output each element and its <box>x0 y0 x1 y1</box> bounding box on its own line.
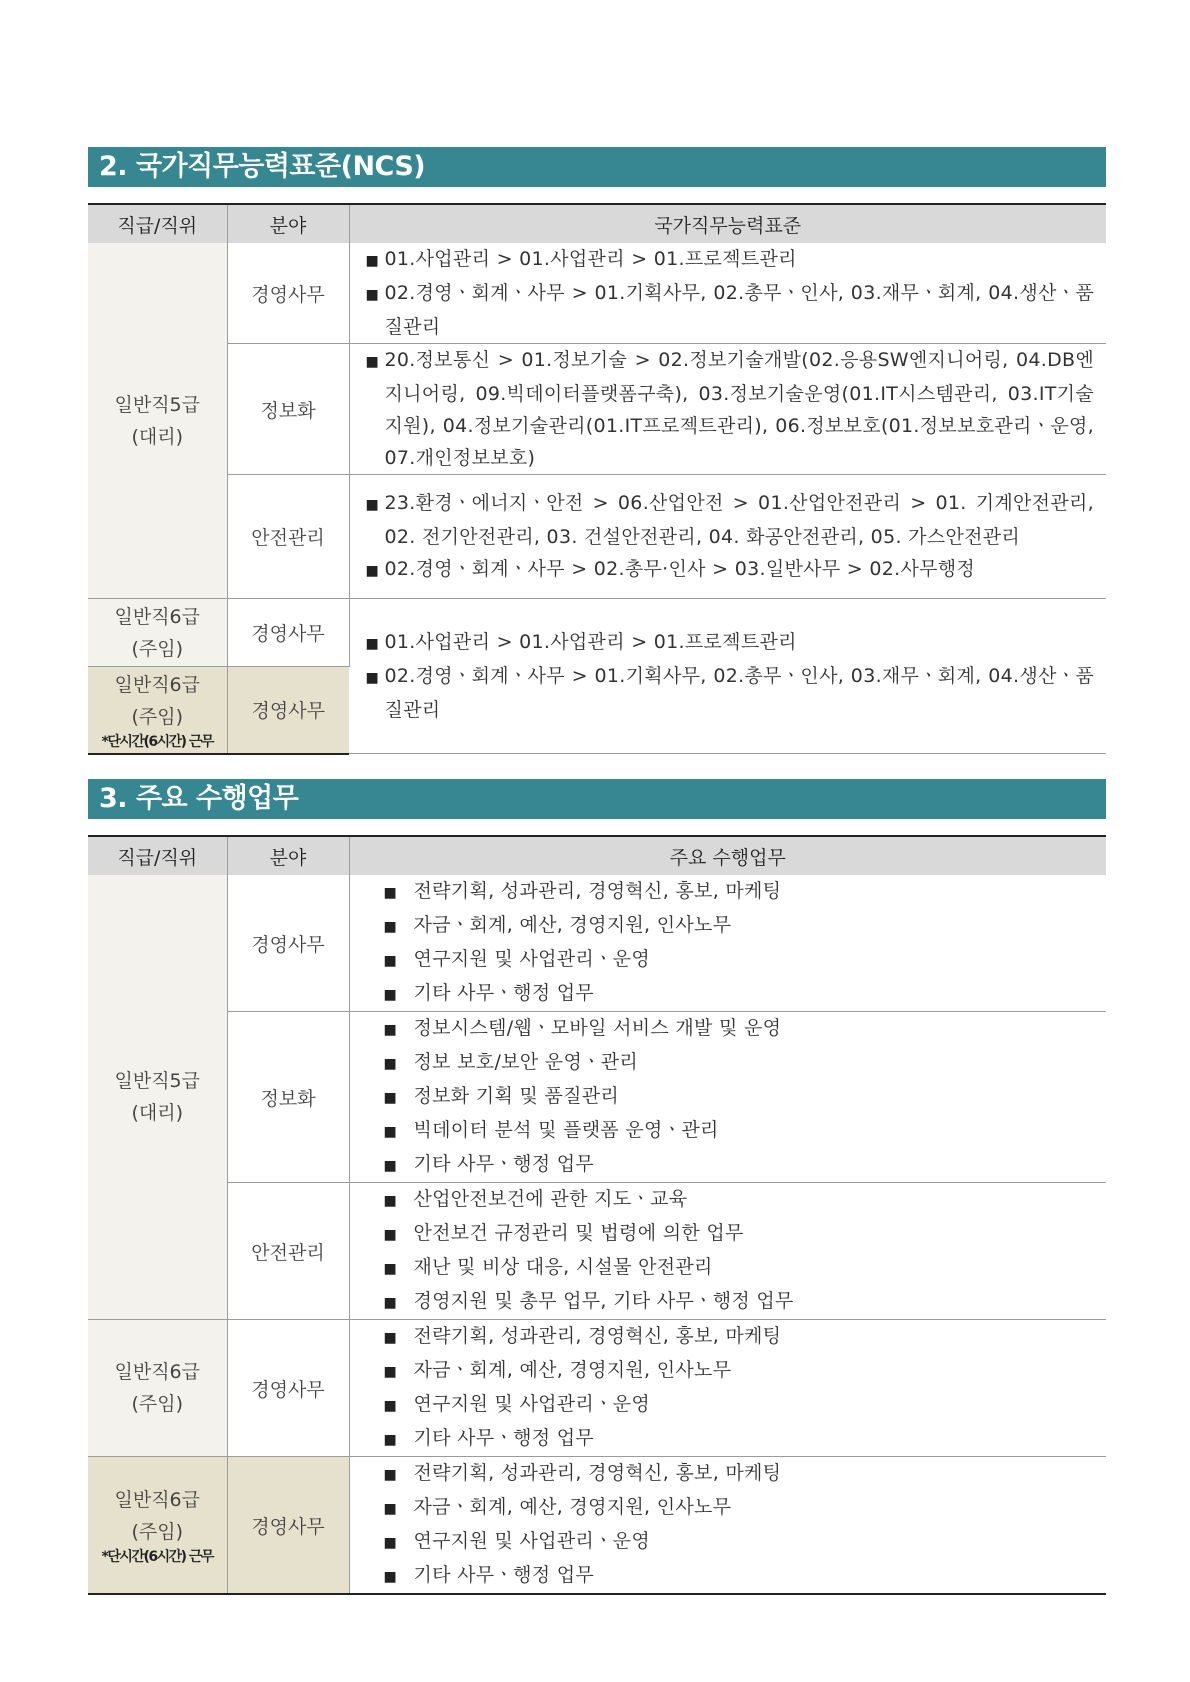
square-bullet-icon: ■ <box>365 636 380 652</box>
square-bullet-icon: ■ <box>383 1467 398 1483</box>
list-item <box>366 1114 1095 1148</box>
rank-cell-grade5 <box>88 243 227 599</box>
square-bullet-icon: ■ <box>365 287 380 303</box>
list-item <box>366 487 1095 553</box>
list-item <box>366 1320 1095 1354</box>
list-item <box>366 1148 1095 1182</box>
list-item <box>366 1217 1095 1251</box>
list-item <box>366 660 1095 726</box>
rank-position: (대리) <box>131 425 184 448</box>
duty-text: 기타 사무ㆍ행정 업무 <box>413 1427 595 1449</box>
ncs-content-management <box>349 243 1106 344</box>
ncs-content-safety <box>349 475 1106 599</box>
duty-text: 자금ㆍ회계, 예산, 경영지원, 인사노무 <box>413 1496 732 1518</box>
parttime-note: *단시간(6시간) 근무 <box>101 733 213 750</box>
duty-text: 전략기획, 성과관리, 경영혁신, 홍보, 마케팅 <box>413 880 782 902</box>
rank-position: (주임) <box>131 705 184 728</box>
square-bullet-icon: ■ <box>383 1432 398 1448</box>
rank-label: 일반직6급 <box>114 1489 200 1511</box>
field-cell-informatization: 정보화 <box>227 344 349 475</box>
rank-cell-grade6 <box>88 599 227 667</box>
ncs-item-text: 02.경영ㆍ회계ㆍ사무 > 01.기획사무, 02.총무ㆍ인사, 03.재무ㆍ회계, 04.생산ㆍ품질관리 <box>384 665 1094 721</box>
duty-text: 정보 보호/보안 운영ㆍ관리 <box>413 1051 639 1073</box>
square-bullet-icon: ■ <box>383 1295 398 1311</box>
column-header-duties: 주요 수행업무 <box>349 836 1106 875</box>
duties-content-informatization <box>349 1012 1106 1183</box>
square-bullet-icon: ■ <box>383 1501 398 1517</box>
duties-content-management-grade6 <box>349 1320 1106 1457</box>
field-cell-management: 경영사무 <box>227 243 349 344</box>
square-bullet-icon: ■ <box>383 1158 398 1174</box>
duties-table <box>88 835 1106 1595</box>
square-bullet-icon: ■ <box>383 1056 398 1072</box>
field-cell-informatization: 정보화 <box>227 1012 349 1183</box>
list-item <box>366 1525 1095 1559</box>
table-header-row <box>88 204 1106 243</box>
rank-cell-grade6-parttime <box>88 667 227 754</box>
square-bullet-icon: ■ <box>383 1022 398 1038</box>
rank-cell-grade5 <box>88 875 227 1320</box>
duty-text: 정보화 기획 및 품질관리 <box>413 1085 620 1107</box>
duty-text: 정보시스템/웹ㆍ모바일 서비스 개발 및 운영 <box>413 1017 782 1039</box>
rank-label: 일반직5급 <box>114 393 200 416</box>
field-cell-management: 경영사무 <box>227 667 349 754</box>
square-bullet-icon: ■ <box>383 1569 398 1585</box>
field-cell-management: 경영사무 <box>227 1320 349 1457</box>
duty-text: 자금ㆍ회계, 예산, 경영지원, 인사노무 <box>413 914 732 936</box>
list-item <box>366 1388 1095 1422</box>
table-row <box>88 1320 1106 1457</box>
table-header-row <box>88 836 1106 875</box>
square-bullet-icon: ■ <box>383 1364 398 1380</box>
duties-section-title: 3. 주요 수행업무 <box>88 779 1106 819</box>
duty-text: 산업안전보건에 관한 지도ㆍ교육 <box>413 1188 688 1210</box>
duty-text: 기타 사무ㆍ행정 업무 <box>413 1564 595 1586</box>
square-bullet-icon: ■ <box>383 987 398 1003</box>
list-item <box>366 1354 1095 1388</box>
duty-text: 기타 사무ㆍ행정 업무 <box>413 1153 595 1175</box>
list-item <box>366 1491 1095 1525</box>
square-bullet-icon: ■ <box>383 1227 398 1243</box>
table-row <box>88 344 1106 475</box>
duty-text: 전략기획, 성과관리, 경영혁신, 홍보, 마케팅 <box>413 1462 782 1484</box>
column-header-field: 분야 <box>227 836 349 875</box>
ncs-table <box>88 203 1106 755</box>
square-bullet-icon: ■ <box>383 953 398 969</box>
column-header-ncs: 국가직무능력표준 <box>349 204 1106 243</box>
rank-position: (주임) <box>131 1393 184 1415</box>
list-item <box>366 1251 1095 1285</box>
list-item <box>366 344 1095 474</box>
list-item <box>366 1457 1095 1491</box>
list-item <box>366 626 1095 660</box>
square-bullet-icon: ■ <box>383 885 398 901</box>
duty-text: 자금ㆍ회계, 예산, 경영지원, 인사노무 <box>413 1359 732 1381</box>
duty-text: 연구지원 및 사업관리ㆍ운영 <box>413 1530 651 1552</box>
column-header-rank: 직급/직위 <box>88 204 227 243</box>
square-bullet-icon: ■ <box>365 670 380 686</box>
ncs-item-text: 01.사업관리 > 01.사업관리 > 01.프로젝트관리 <box>384 248 797 270</box>
list-item <box>366 277 1095 343</box>
list-item <box>366 1285 1095 1319</box>
table-row <box>88 1012 1106 1183</box>
list-item <box>366 1559 1095 1593</box>
list-item <box>366 1080 1095 1114</box>
list-item <box>366 1046 1095 1080</box>
rank-label: 일반직5급 <box>114 1070 200 1092</box>
ncs-item-text: 02.경영ㆍ회계ㆍ사무 > 01.기획사무, 02.총무ㆍ인사, 03.재무ㆍ회계, 04.생산ㆍ품질관리 <box>384 282 1094 338</box>
square-bullet-icon: ■ <box>383 1193 398 1209</box>
square-bullet-icon: ■ <box>383 1124 398 1140</box>
table-row <box>88 475 1106 599</box>
rank-label: 일반직6급 <box>114 605 200 628</box>
list-item <box>366 1183 1095 1217</box>
square-bullet-icon: ■ <box>383 1261 398 1277</box>
list-item <box>366 943 1095 977</box>
column-header-field: 분야 <box>227 204 349 243</box>
field-cell-management: 경영사무 <box>227 875 349 1012</box>
table-row <box>88 599 1106 667</box>
list-item <box>366 243 1095 277</box>
table-row <box>88 243 1106 344</box>
field-cell-safety: 안전관리 <box>227 1183 349 1320</box>
list-item <box>366 1012 1095 1046</box>
duties-content-safety <box>349 1183 1106 1320</box>
ncs-section-title: 2. 국가직무능력표준(NCS) <box>88 147 1106 187</box>
square-bullet-icon: ■ <box>365 354 380 370</box>
square-bullet-icon: ■ <box>365 562 380 579</box>
table-row <box>88 1457 1106 1595</box>
duty-text: 재난 및 비상 대응, 시설물 안전관리 <box>413 1256 713 1278</box>
field-cell-management: 경영사무 <box>227 1457 349 1595</box>
ncs-item-text: 01.사업관리 > 01.사업관리 > 01.프로젝트관리 <box>384 631 797 653</box>
square-bullet-icon: ■ <box>383 1090 398 1106</box>
duty-text: 전략기획, 성과관리, 경영혁신, 홍보, 마케팅 <box>413 1325 782 1347</box>
duties-section <box>88 779 1106 1595</box>
rank-label: 일반직6급 <box>114 673 200 696</box>
square-bullet-icon: ■ <box>383 1535 398 1551</box>
table-row <box>88 875 1106 1012</box>
duty-text: 연구지원 및 사업관리ㆍ운영 <box>413 1393 651 1415</box>
table-row <box>88 1183 1106 1320</box>
duties-content-management-grade6-parttime <box>349 1457 1106 1595</box>
square-bullet-icon: ■ <box>383 1330 398 1346</box>
square-bullet-icon: ■ <box>383 919 398 935</box>
ncs-item-text: 23.환경ㆍ에너지ㆍ안전 > 06.산업안전 > 01.산업안전관리 > 01. 기계안전관리, 02. 전기안전관리, 03. 건설안전관리, 04. 화공안전관리, 05. 가스안전관리 <box>384 491 1094 548</box>
square-bullet-icon: ■ <box>383 1398 398 1414</box>
duty-text: 빅데이터 분석 및 플랫폼 운영ㆍ관리 <box>413 1119 719 1141</box>
duties-content-management <box>349 875 1106 1012</box>
list-item <box>366 977 1095 1011</box>
list-item <box>366 909 1095 943</box>
duty-text: 안전보건 규정관리 및 법령에 의한 업무 <box>413 1222 744 1244</box>
rank-cell-grade6 <box>88 1320 227 1457</box>
ncs-item-text: 20.정보통신 > 01.정보기술 > 02.정보기술개발(02.응용SW엔지니어링, 04.DB엔지니어링, 09.빅데이터플랫폼구축), 03.정보기술운영(01.IT시스템관리, 03.IT기술지원), 04.정보기술관리(01.IT프로젝트관리), 06.정보보호(01.정보보호관리ㆍ운영, 07.개인정보보호) <box>384 349 1094 469</box>
rank-cell-grade6-parttime <box>88 1457 227 1595</box>
rank-position: (주임) <box>131 1521 184 1543</box>
ncs-content-informatization <box>349 344 1106 475</box>
rank-position: (주임) <box>131 637 184 660</box>
square-bullet-icon: ■ <box>365 253 380 269</box>
ncs-item-text: 02.경영ㆍ회계ㆍ사무 > 02.총무·인사 > 03.일반사무 > 02.사무행정 <box>384 557 976 580</box>
parttime-note: *단시간(6시간) 근무 <box>101 1549 213 1565</box>
field-cell-safety: 안전관리 <box>227 475 349 599</box>
duty-text: 기타 사무ㆍ행정 업무 <box>413 982 595 1004</box>
square-bullet-icon: ■ <box>365 496 380 513</box>
field-cell-management: 경영사무 <box>227 599 349 667</box>
column-header-rank: 직급/직위 <box>88 836 227 875</box>
list-item <box>366 875 1095 909</box>
duty-text: 연구지원 및 사업관리ㆍ운영 <box>413 948 651 970</box>
rank-position: (대리) <box>131 1102 184 1124</box>
ncs-content-management-grade6 <box>349 599 1106 754</box>
rank-label: 일반직6급 <box>114 1361 200 1383</box>
list-item <box>366 553 1095 587</box>
ncs-section <box>88 147 1106 755</box>
list-item <box>366 1422 1095 1456</box>
duty-text: 경영지원 및 총무 업무, 기타 사무ㆍ행정 업무 <box>413 1290 794 1312</box>
